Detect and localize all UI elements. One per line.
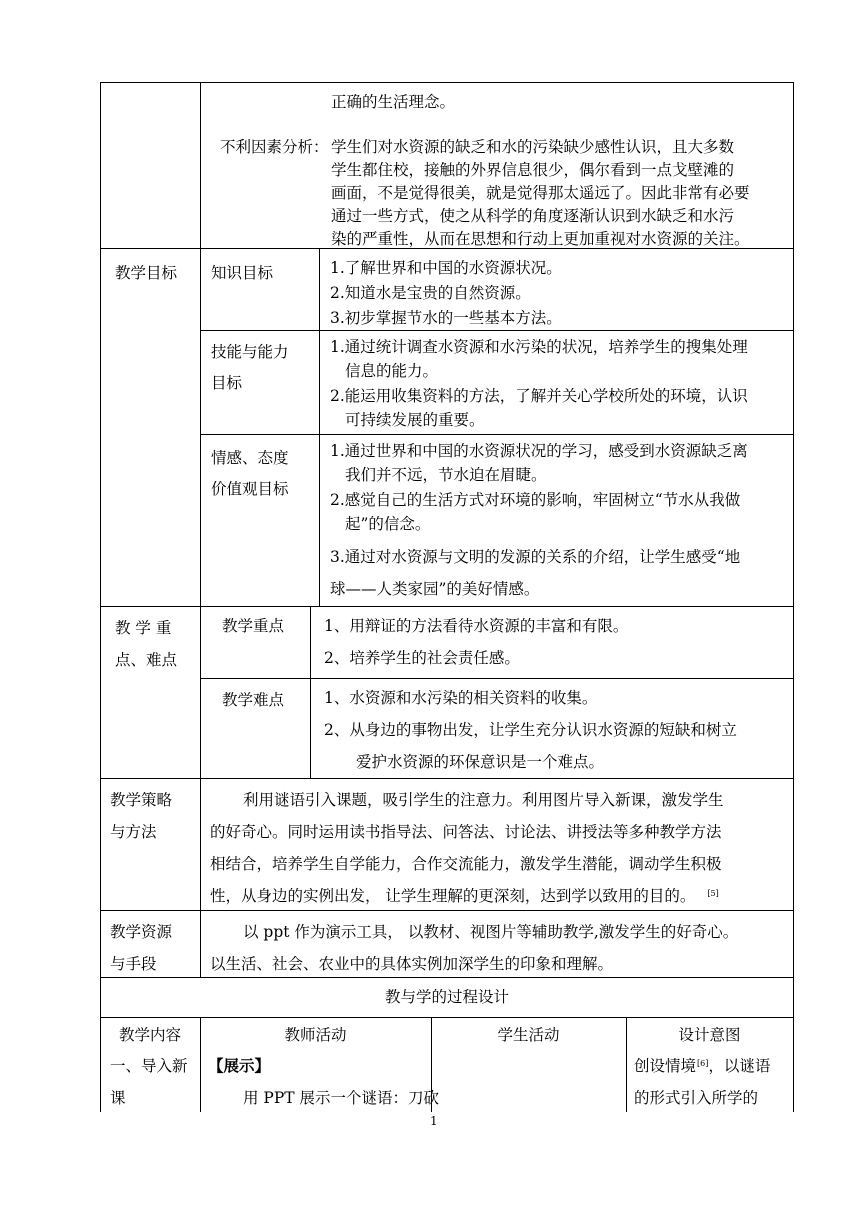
header-content: 教学内容	[118, 1026, 181, 1044]
row-sep-process-header	[100, 1017, 794, 1018]
row1-intent-line-1	[634, 1056, 770, 1076]
header-teacher: 教师活动	[284, 1026, 347, 1044]
emotion-goal-label-1: 情感、态度	[211, 449, 289, 467]
strategy-line-3: 相结合，培养学生自学能力，合作交流能力，激发学生潜能，调动学生积极	[210, 855, 722, 873]
knowledge-item-3: 3.初步掌握节水的一些基本方法。	[330, 309, 562, 327]
row-sep-resources	[100, 910, 794, 911]
emotion-line-3: 2.感觉自己的生活方式对环境的影响，牢固树立“节水从我做	[330, 491, 741, 509]
row1-content-2: 课	[110, 1089, 126, 1107]
process-title: 教与学的过程设计	[384, 988, 509, 1006]
table-border-top	[100, 82, 794, 83]
resources-line-1: 以 ppt 作为演示工具， 以教材、视图片等辅助教学,激发学生的好奇心。	[243, 923, 739, 941]
table-border-right	[793, 82, 794, 1112]
keypoints-label-2: 点、难点	[115, 651, 178, 669]
keypoints-label-1: 教 学 重	[115, 619, 172, 637]
row-sep-emotion	[200, 434, 794, 435]
row1-intent-citation: [6]	[697, 1059, 709, 1068]
emotion-goal-label-2: 价值观目标	[211, 480, 289, 498]
emotion-line-2: 我们并不远，节水迫在眉睫。	[345, 466, 547, 484]
strategy-label-1: 教学策略	[110, 791, 173, 809]
unfavorable-line-1: 学生们对水资源的缺乏和水的污染缺少感性认识，且大多数	[331, 138, 735, 156]
header-student: 学生活动	[497, 1026, 560, 1044]
row-sep-skill	[200, 330, 794, 331]
knowledge-item-1: 1.了解世界和中国的水资源状况。	[330, 259, 562, 277]
difficulty-line-2: 2、从身边的事物出发，让学生充分认识水资源的短缺和树立	[324, 721, 737, 739]
focus-item-2: 2、培养学生的社会责任感。	[324, 649, 520, 667]
unfavorable-label: 不利因素分析：	[220, 138, 329, 156]
difficulty-line-3: 爱护水资源的环保意识是一个难点。	[356, 753, 605, 771]
strategy-label-2: 与方法	[110, 823, 157, 841]
unfavorable-line-3: 画面，不是觉得很美，就是觉得那太遥远了。因此非常有必要	[331, 184, 750, 202]
focus-label: 教学重点	[222, 617, 285, 635]
concept-tail: 正确的生活理念。	[331, 93, 456, 111]
skill-goal-label-1: 技能与能力	[211, 343, 289, 361]
row1-teacher-line: 用 PPT 展示一个谜语：刀砍	[243, 1089, 440, 1107]
resources-label-2: 与手段	[110, 955, 157, 973]
strategy-line-4-text: 性，从身边的实例出发， 让学生理解的更深刻，达到学以致用的目的。	[210, 887, 696, 905]
row1-intent-tail: ，以谜语	[708, 1057, 771, 1075]
row-sep-process-title	[100, 977, 794, 978]
row-sep-difficulty	[200, 678, 794, 679]
skill-line-2: 信息的能力。	[345, 362, 439, 380]
skill-line-1: 1.通过统计调查水资源和水污染的状况，培养学生的搜集处理	[330, 338, 748, 356]
emotion-line-1: 1.通过世界和中国的水资源状况的学习，感受到水资源缺乏离	[330, 442, 748, 460]
page-number: 1	[430, 1114, 438, 1128]
emotion-line-6: 球——人类家园”的美好情感。	[330, 580, 540, 598]
skill-goal-label-2: 目标	[211, 374, 243, 392]
col-divider-keypoints	[310, 606, 311, 778]
goals-label: 教学目标	[115, 264, 178, 282]
col-divider-1	[200, 82, 201, 977]
col-divider-goals	[319, 248, 320, 606]
table-border-left	[100, 82, 101, 1112]
resources-label-1: 教学资源	[110, 923, 173, 941]
strategy-citation: [5]	[707, 889, 719, 898]
unfavorable-line-5: 染的严重性，从而在思想和行动上更加重视对水资源的关注。	[331, 230, 750, 248]
strategy-line-2: 的好奇心。同时运用读书指导法、问答法、讨论法、讲授法等多种教学方法	[210, 823, 722, 841]
row-sep-strategy	[100, 778, 794, 779]
row1-intent-line-2: 的形式引入所学的	[634, 1089, 759, 1107]
knowledge-goal-label: 知识目标	[211, 264, 274, 282]
emotion-line-5: 3.通过对水资源与文明的发源的关系的介绍，让学生感受“地	[330, 548, 741, 566]
row1-teacher-tag: 【展示】	[208, 1056, 271, 1075]
skill-line-4: 可持续发展的重要。	[345, 411, 485, 429]
resources-line-2: 以生活、社会、农业中的具体实例加深学生的印象和理解。	[210, 955, 614, 973]
header-intent: 设计意图	[678, 1026, 741, 1044]
difficulty-label: 教学难点	[222, 691, 285, 709]
focus-item-1: 1、用辩证的方法看待水资源的丰富和有限。	[324, 617, 629, 635]
skill-line-3: 2.能运用收集资料的方法，了解并关心学校所处的环境，认识	[330, 387, 748, 405]
unfavorable-line-2: 学生都住校，接触的外界信息很少，偶尔看到一点戈壁滩的	[331, 161, 735, 179]
row1-content-1: 一、导入新	[110, 1057, 188, 1075]
row1-intent-text: 创设情境	[634, 1057, 697, 1075]
unfavorable-line-4: 通过一些方式，使之从科学的角度逐渐认识到水缺乏和水污	[331, 207, 735, 225]
strategy-line-4	[210, 886, 719, 906]
knowledge-item-2: 2.知道水是宝贵的自然资源。	[330, 284, 531, 302]
difficulty-line-1: 1、水资源和水污染的相关资料的收集。	[324, 689, 598, 707]
row-sep-keypoints	[100, 606, 794, 607]
strategy-line-1: 利用谜语引入课题，吸引学生的注意力。利用图片导入新课，激发学生	[243, 791, 724, 809]
emotion-line-4: 起”的信念。	[345, 515, 431, 533]
